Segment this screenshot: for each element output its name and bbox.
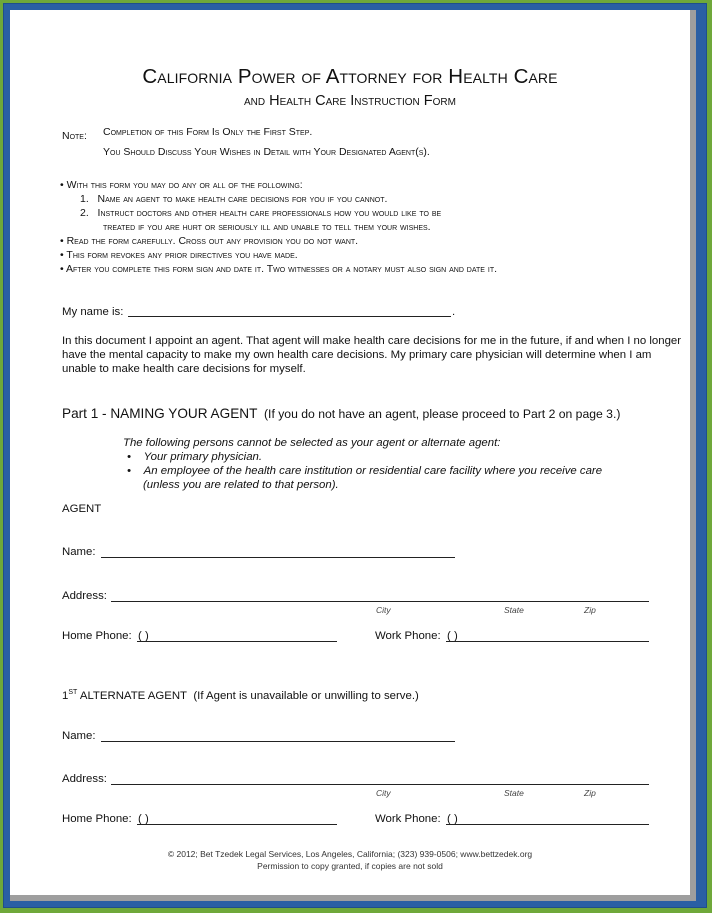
footer-permission: Permission to copy granted, if copies are not sold xyxy=(257,861,443,871)
alt-name-label: Name: xyxy=(62,730,96,742)
bullet-item: • With this form you may do any or all of the following: xyxy=(60,179,303,191)
alt-work-area-code: ( ) xyxy=(447,813,458,825)
alternate-agent-heading xyxy=(62,686,419,703)
my-name-label: My name is: xyxy=(62,306,124,318)
item-number: 2. xyxy=(80,207,89,219)
item-text: Instruct doctors and other health care professionals how you would like to be xyxy=(97,207,442,219)
alt-name-field[interactable] xyxy=(101,741,455,742)
my-name-field[interactable] xyxy=(128,316,451,317)
form-subtitle: and Health Care Instruction Form xyxy=(244,93,456,109)
item-number: 1. xyxy=(80,193,89,205)
numbered-item-continuation: treated if you are hurt or seriously ill and unable to tell them your wishes. xyxy=(103,221,431,233)
restriction-intro: The following persons cannot be selected as your agent or alternate agent: xyxy=(123,437,501,449)
agent-home-area-code: ( ) xyxy=(138,630,149,642)
bullet-text: After you complete this form sign and date it. Two witnesses or a notary must also sign and date it. xyxy=(66,263,498,275)
numbered-item xyxy=(80,207,441,219)
alt-home-phone-field[interactable] xyxy=(137,824,337,825)
intro-line-3: unable to make health care decisions for myself. xyxy=(62,363,306,375)
restriction-item: • An employee of the health care institution or residential care facility where you receive care xyxy=(127,465,603,477)
alt-work-phone-field[interactable] xyxy=(446,824,649,825)
agent-name-label: Name: xyxy=(62,546,96,558)
footer-copyright: © 2012; Bet Tzedek Legal Services, Los Angeles, California; (323) 939-0506; www.bettzedek.org xyxy=(167,849,533,859)
restriction-text: An employee of the health care institution or residential care facility where you receive care xyxy=(143,465,603,477)
restriction-continuation: (unless you are related to that person). xyxy=(143,479,339,491)
agent-work-area-code: ( ) xyxy=(447,630,458,642)
my-name-period: . xyxy=(452,306,456,318)
bullet-item: • After you complete this form sign and date it. Two witnesses or a notary must also sign and date it. xyxy=(60,263,498,275)
alt-heading-number: 1 xyxy=(62,689,69,702)
restriction-item: • Your primary physician. xyxy=(127,451,263,463)
bullet-text: With this form you may do any or all of the following: xyxy=(66,179,303,191)
numbered-item xyxy=(80,193,387,205)
form-title: California Power of Attorney for Health Care xyxy=(142,65,558,88)
bullet-text: This form revokes any prior directives you have made. xyxy=(66,249,298,261)
alt-work-phone-label: Work Phone: xyxy=(375,813,441,825)
alt-heading-note: (If Agent is unavailable or unwilling to serve.) xyxy=(193,689,419,702)
note-label: Note: xyxy=(62,130,87,142)
note-line-1: Completion of this Form Is Only the First Step. xyxy=(103,126,313,138)
agent-work-phone-field[interactable] xyxy=(446,641,649,642)
alt-heading-text: ALTERNATE AGENT xyxy=(79,689,188,702)
alt-home-phone-label: Home Phone: xyxy=(62,813,132,825)
agent-address-field[interactable] xyxy=(111,601,649,602)
agent-city-caption: City xyxy=(376,605,391,615)
item-text: Name an agent to make health care decisions for you if you cannot. xyxy=(97,193,388,205)
part1-note: (If you do not have an agent, please proceed to Part 2 on page 3.) xyxy=(264,407,621,421)
bullet-item: • This form revokes any prior directives you have made. xyxy=(60,249,298,261)
intro-line-2: have the mental capacity to make my own health care decisions. My primary care physician will determine when I am xyxy=(62,349,652,361)
alt-city-caption: City xyxy=(376,788,391,798)
part1-heading: Part 1 - NAMING YOUR AGENT xyxy=(62,406,258,421)
note-line-2: You Should Discuss Your Wishes in Detail with Your Designated Agent(s). xyxy=(103,146,430,158)
agent-zip-caption: Zip xyxy=(584,605,596,615)
agent-work-phone-label: Work Phone: xyxy=(375,630,441,642)
bullet-text: Read the form carefully. Cross out any provision you do not want. xyxy=(66,235,359,247)
alt-home-area-code: ( ) xyxy=(138,813,149,825)
agent-heading: AGENT xyxy=(62,503,102,515)
document-page xyxy=(10,10,696,901)
agent-home-phone-field[interactable] xyxy=(137,641,337,642)
bullet-item: • Read the form carefully. Cross out any provision you do not want. xyxy=(60,235,359,247)
alt-address-field[interactable] xyxy=(111,784,649,785)
intro-line-1: In this document I appoint an agent. That agent will make health care decisions for me in the future, if and when I no longer xyxy=(62,335,682,347)
restriction-text: Your primary physician. xyxy=(143,451,263,463)
agent-name-field[interactable] xyxy=(101,557,455,558)
agent-address-label: Address: xyxy=(62,590,107,602)
alt-heading-superscript: ST xyxy=(68,689,78,696)
alt-zip-caption: Zip xyxy=(584,788,596,798)
agent-home-phone-label: Home Phone: xyxy=(62,630,132,642)
alt-state-caption: State xyxy=(504,788,524,798)
agent-state-caption: State xyxy=(504,605,524,615)
alt-address-label: Address: xyxy=(62,773,107,785)
